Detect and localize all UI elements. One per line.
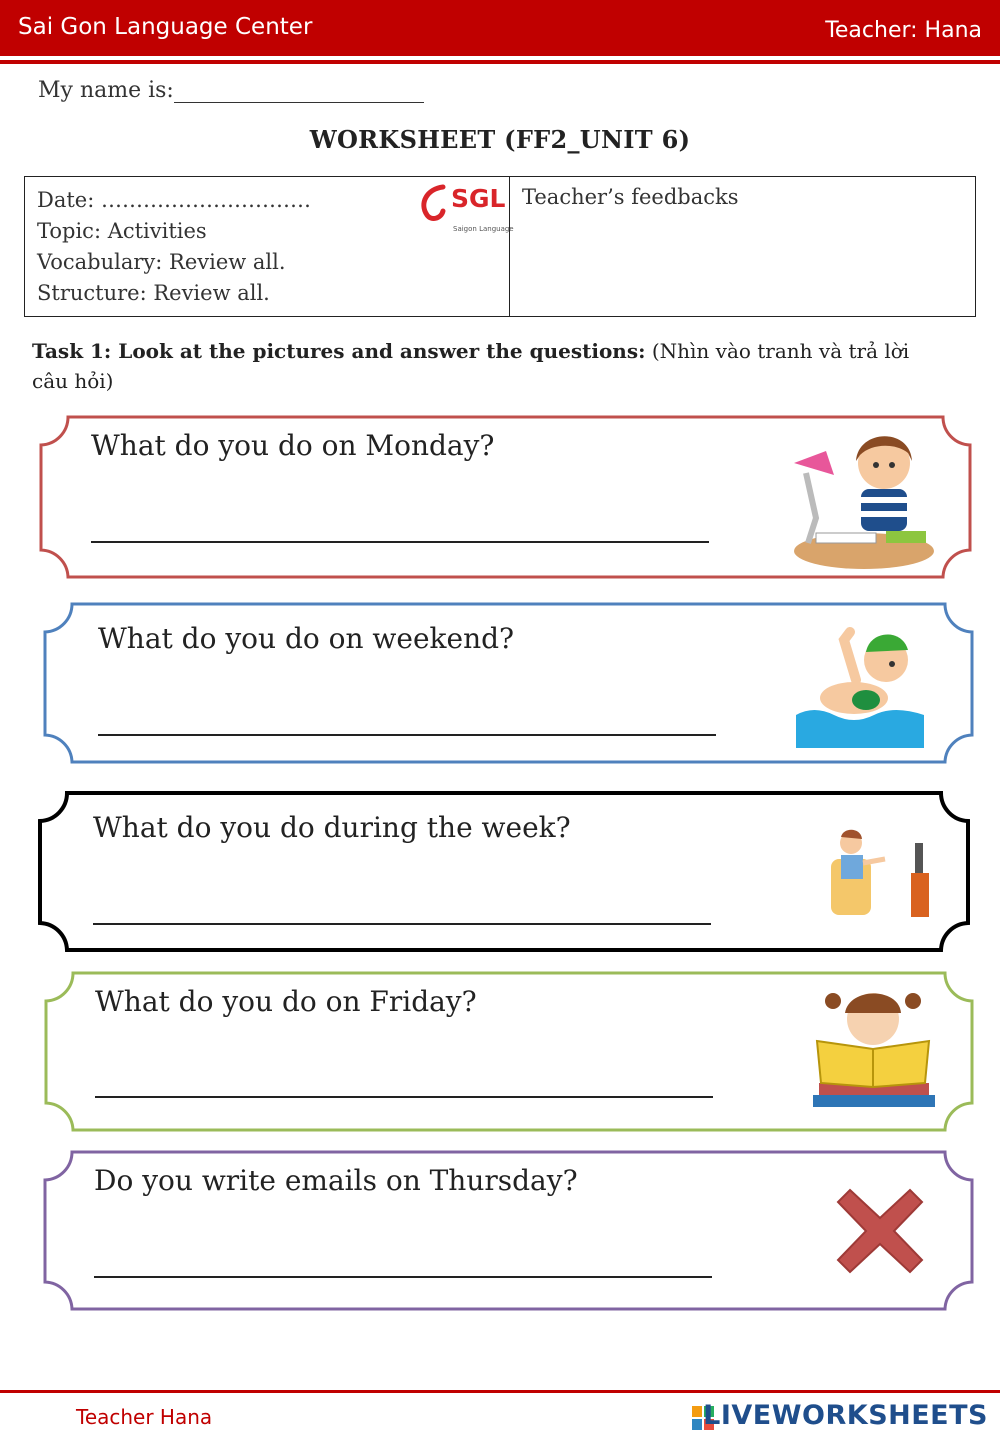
question-text-4: What do you do on Friday? [95,985,477,1018]
logo-text: SGL [451,184,506,213]
answer-line-5[interactable] [94,1276,712,1278]
teacher-feedback-label: Teacher’s feedbacks [522,185,739,209]
header-bar [0,0,1000,56]
center-name: Sai Gon Language Center [18,14,313,40]
answer-line-4[interactable] [95,1096,713,1098]
name-field[interactable] [174,82,424,103]
answer-line-3[interactable] [93,923,711,925]
question-text-5: Do you write emails on Thursday? [94,1164,578,1197]
question-card-1 [38,415,973,580]
task-translation: (Nhìn vào tranh và trả lời câu hỏi) [32,339,910,393]
teacher-name: Teacher: Hana [825,18,982,43]
topic-line: Topic: Activities [37,219,207,243]
structure-line: Structure: Review all. [37,281,270,305]
watching-tv-icon [827,829,937,921]
question-text-3: What do you do during the week? [93,811,571,844]
info-table [24,176,976,317]
header-divider [0,60,1000,64]
question-text-2: What do you do on weekend? [98,622,515,655]
vocabulary-line: Vocabulary: Review all. [37,250,286,274]
footer-brand: LIVEWORKSHEETS [703,1400,988,1431]
question-card-2 [42,602,975,765]
sgl-swirl-icon [413,181,453,225]
task-instruction [32,336,932,396]
girl-studying-icon [786,423,941,573]
question-text-1: What do you do on Monday? [91,429,495,462]
swimmer-icon [794,620,929,750]
footer-teacher: Teacher Hana [76,1405,213,1429]
logo-subtext: Saigon Language [453,225,514,233]
task-title: Task 1: Look at the pictures and answer the questions: [32,339,646,363]
red-cross-icon [836,1188,924,1274]
sgl-logo [413,181,514,233]
page-title: WORKSHEET (FF2_UNIT 6) [309,125,691,154]
name-label: My name is: [38,78,174,103]
answer-line-1[interactable] [91,541,709,543]
question-card-5 [42,1150,975,1312]
lesson-info [25,177,514,316]
girl-reading-icon [803,987,943,1119]
date-line: Date: ………………………… [37,188,311,212]
footer-divider [0,1390,1000,1393]
question-card-4 [43,971,975,1133]
name-row [38,78,424,103]
answer-line-2[interactable] [98,734,716,736]
question-card-3 [37,791,971,953]
